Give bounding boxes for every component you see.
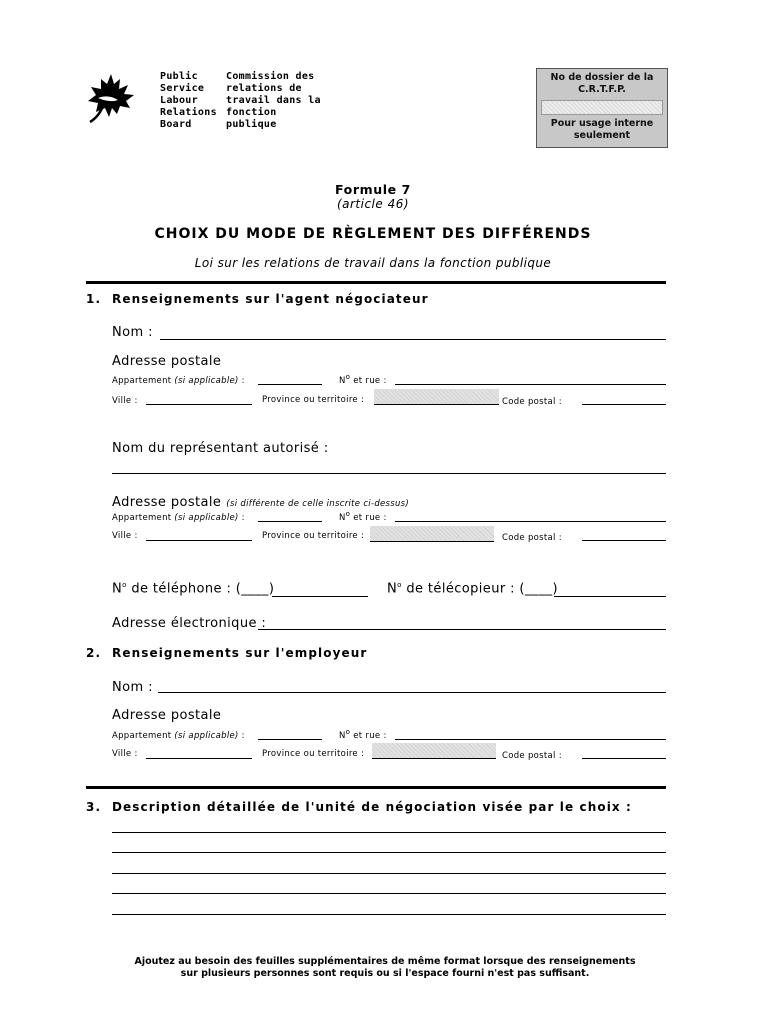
form-number: Formule 7 bbox=[335, 182, 411, 197]
org-name-french: Commission des relations de travail dans la fonction publique bbox=[226, 71, 321, 130]
file-number-field[interactable] bbox=[541, 100, 663, 115]
employer-name-field[interactable] bbox=[158, 692, 666, 693]
section-2-number: 2. bbox=[86, 646, 102, 660]
description-line-5[interactable] bbox=[112, 914, 666, 915]
representative-apartment-field[interactable] bbox=[258, 521, 322, 522]
employer-address-label: Adresse postale bbox=[112, 708, 222, 723]
nom-label: Nom : bbox=[112, 325, 153, 340]
street-number-2-label: $N^o$ et rue : bbox=[339, 510, 387, 523]
province-2-label: Province ou territoire : bbox=[262, 531, 365, 541]
employer-province-field[interactable] bbox=[372, 743, 496, 759]
maple-leaf-logo bbox=[84, 70, 138, 126]
description-line-3[interactable] bbox=[112, 873, 666, 874]
description-line-1[interactable] bbox=[112, 832, 666, 833]
agent-postal-code-field[interactable] bbox=[582, 404, 666, 405]
representative-name-field[interactable] bbox=[112, 473, 666, 474]
section-3-title: Description détaillée de l'unité de négociation visée par le choix : bbox=[112, 800, 632, 814]
agent-province-field[interactable] bbox=[374, 389, 499, 405]
representative-street-field[interactable] bbox=[395, 521, 666, 522]
fax-field[interactable] bbox=[554, 596, 666, 597]
employer-nom-label: Nom : bbox=[112, 680, 153, 695]
employer-street-field[interactable] bbox=[395, 739, 666, 740]
divider-section-3 bbox=[86, 786, 666, 789]
employer-province-label: Province ou territoire : bbox=[262, 749, 365, 759]
file-number-label: No de dossier de la C.R.T.F.P. bbox=[550, 72, 654, 95]
email-field[interactable] bbox=[258, 629, 666, 630]
postal-address-2-label: Adresse postale (si différente de celle inscrite ci-dessus) bbox=[112, 495, 410, 510]
employer-city-label: Ville : bbox=[112, 749, 138, 759]
telephone-label: $N^o$ de téléphone : (____) bbox=[112, 581, 275, 597]
org-name-english: Public Service Labour Relations Board bbox=[160, 71, 217, 130]
representative-label: Nom du représentant autorisé : bbox=[112, 441, 329, 456]
email-label: Adresse électronique : bbox=[112, 616, 267, 631]
representative-province-field[interactable] bbox=[370, 526, 494, 542]
postal-code-label: Code postal : bbox=[502, 397, 562, 407]
province-label: Province ou territoire : bbox=[262, 395, 365, 405]
section-2-title: Renseignements sur l'employeur bbox=[112, 646, 368, 660]
postal-address-label: Adresse postale bbox=[112, 354, 222, 369]
telephone-field[interactable] bbox=[272, 596, 368, 597]
page-title: CHOIX DU MODE DE RÈGLEMENT DES DIFFÉRENDS bbox=[154, 226, 592, 242]
representative-city-field[interactable] bbox=[146, 540, 252, 541]
fax-label: $N^o$ de télécopieur : (____) bbox=[387, 581, 558, 597]
internal-use-label: Pour usage interne seulement bbox=[550, 118, 654, 141]
description-line-4[interactable] bbox=[112, 893, 666, 894]
street-number-label: $N^o$ et rue : bbox=[339, 373, 387, 386]
employer-postal-code-field[interactable] bbox=[582, 758, 666, 759]
employer-apartment-field[interactable] bbox=[258, 739, 322, 740]
page-subtitle: Loi sur les relations de travail dans la fonction publique bbox=[194, 256, 552, 270]
description-line-2[interactable] bbox=[112, 852, 666, 853]
section-3-number: 3. bbox=[86, 800, 102, 814]
agent-city-field[interactable] bbox=[146, 404, 252, 405]
footer-note: Ajoutez au besoin des feuilles supplémentaires de même format lorsque des renseignements sur plusieurs personnes sont requis ou si l'espace fourni n'est pas suffisant. bbox=[134, 956, 636, 979]
apartment-label: Appartement (si applicable) : bbox=[112, 376, 245, 386]
apartment-2-label: Appartement (si applicable) : bbox=[112, 513, 245, 523]
postal-code-2-label: Code postal : bbox=[502, 533, 562, 543]
file-number-box bbox=[536, 68, 668, 148]
employer-apartment-label: Appartement (si applicable) : bbox=[112, 731, 245, 741]
city-2-label: Ville : bbox=[112, 531, 138, 541]
employer-postal-code-label: Code postal : bbox=[502, 751, 562, 761]
employer-street-label: $N^o$ et rue : bbox=[339, 728, 387, 741]
city-label: Ville : bbox=[112, 396, 138, 406]
agent-street-field[interactable] bbox=[395, 384, 666, 385]
representative-postal-code-field[interactable] bbox=[582, 540, 666, 541]
agent-name-field[interactable] bbox=[160, 339, 666, 340]
form-article: (article 46) bbox=[336, 197, 410, 211]
employer-city-field[interactable] bbox=[146, 758, 252, 759]
section-1-number: 1. bbox=[86, 292, 102, 306]
agent-apartment-field[interactable] bbox=[258, 384, 322, 385]
divider-top bbox=[86, 281, 666, 284]
section-1-title: Renseignements sur l'agent négociateur bbox=[112, 292, 429, 306]
